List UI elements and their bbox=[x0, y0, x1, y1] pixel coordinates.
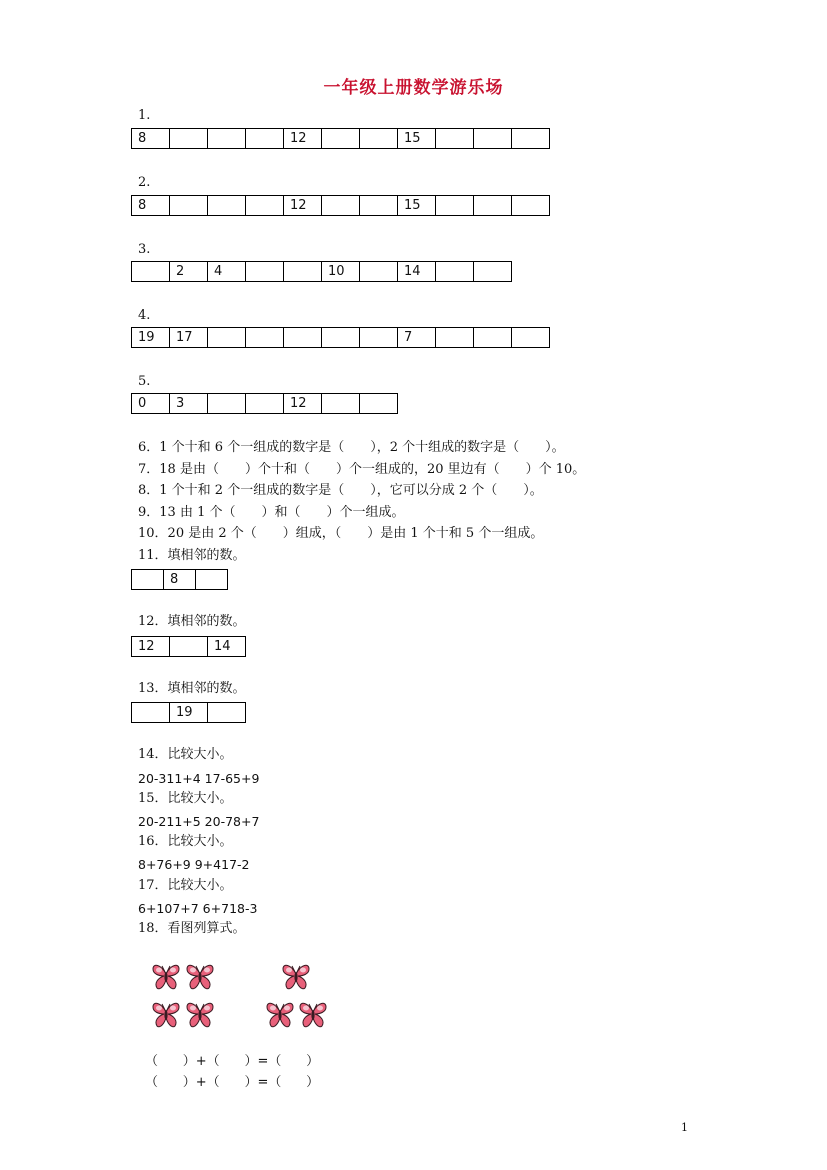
number-cell[interactable] bbox=[474, 262, 512, 282]
question-11-table bbox=[131, 569, 228, 590]
question-7-text: 7．18 是由（ ）个十和（ ）个一组成的，20 里边有（ ）个 10。 bbox=[138, 462, 586, 477]
number-cell[interactable] bbox=[360, 129, 398, 149]
number-row bbox=[132, 196, 550, 216]
question-18-label: 18．看图列算式。 bbox=[138, 921, 246, 936]
number-cell[interactable] bbox=[208, 703, 246, 723]
number-cell[interactable] bbox=[474, 129, 512, 149]
number-cell[interactable]: 12 bbox=[284, 129, 322, 149]
formula-line-1: （ ）+（ ）=（ ） bbox=[145, 1054, 320, 1069]
number-cell[interactable] bbox=[322, 196, 360, 216]
question-5-table bbox=[131, 393, 398, 414]
question-12-table bbox=[131, 636, 246, 657]
number-cell[interactable] bbox=[436, 129, 474, 149]
number-cell[interactable]: 8 bbox=[164, 570, 196, 590]
number-cell[interactable] bbox=[208, 129, 246, 149]
number-cell[interactable] bbox=[284, 328, 322, 348]
question-8-text: 8．1 个十和 2 个一组成的数字是（ ），它可以分成 2 个（ ）。 bbox=[138, 483, 543, 498]
number-cell[interactable] bbox=[436, 196, 474, 216]
question-4-label: 4. bbox=[138, 308, 151, 323]
number-cell[interactable] bbox=[360, 328, 398, 348]
number-cell[interactable] bbox=[322, 394, 360, 414]
number-cell[interactable]: 12 bbox=[284, 394, 322, 414]
number-cell[interactable]: 0 bbox=[132, 394, 170, 414]
butterfly-icon bbox=[151, 961, 181, 991]
number-row bbox=[132, 394, 398, 414]
number-cell[interactable] bbox=[196, 570, 228, 590]
question-14-label: 14．比较大小。 bbox=[138, 747, 233, 762]
question-5-label: 5. bbox=[138, 374, 151, 389]
number-cell[interactable] bbox=[512, 328, 550, 348]
number-cell[interactable] bbox=[246, 129, 284, 149]
number-cell[interactable]: 12 bbox=[132, 637, 170, 657]
number-cell[interactable] bbox=[170, 637, 208, 657]
number-cell[interactable] bbox=[284, 262, 322, 282]
number-cell[interactable] bbox=[360, 196, 398, 216]
number-cell[interactable] bbox=[474, 328, 512, 348]
number-row bbox=[132, 703, 246, 723]
question-16-label: 16．比较大小。 bbox=[138, 834, 233, 849]
question-15-expression: 20-211+5 20-78+7 bbox=[138, 814, 260, 829]
question-11-label: 11．填相邻的数。 bbox=[138, 548, 246, 563]
number-cell[interactable] bbox=[246, 196, 284, 216]
question-9-text: 9．13 由 1 个（ ）和（ ）个一组成。 bbox=[138, 505, 405, 520]
butterfly-icon bbox=[265, 999, 295, 1029]
question-3-label: 3. bbox=[138, 242, 151, 257]
number-cell[interactable]: 8 bbox=[132, 196, 170, 216]
question-6-text: 6．1 个十和 6 个一组成的数字是（ ），2 个十组成的数字是（ ）。 bbox=[138, 440, 565, 455]
number-cell[interactable] bbox=[170, 129, 208, 149]
number-cell[interactable] bbox=[436, 262, 474, 282]
number-row bbox=[132, 637, 246, 657]
number-cell[interactable] bbox=[132, 703, 170, 723]
question-2-table bbox=[131, 195, 550, 216]
number-cell[interactable] bbox=[132, 570, 164, 590]
number-cell[interactable]: 3 bbox=[170, 394, 208, 414]
question-3-table bbox=[131, 261, 512, 282]
butterfly-icon bbox=[151, 999, 181, 1029]
number-cell[interactable] bbox=[436, 328, 474, 348]
number-cell[interactable] bbox=[474, 196, 512, 216]
butterfly-icon bbox=[281, 961, 311, 991]
page-number: 1 bbox=[681, 1121, 688, 1134]
question-17-expression: 6+107+7 6+718-3 bbox=[138, 901, 258, 916]
number-cell[interactable] bbox=[208, 196, 246, 216]
number-cell[interactable] bbox=[322, 129, 360, 149]
number-cell[interactable] bbox=[322, 328, 360, 348]
question-10-text: 10．20 是由 2 个（ ）组成，（ ）是由 1 个十和 5 个一组成。 bbox=[138, 526, 544, 541]
number-row bbox=[132, 328, 550, 348]
number-cell[interactable]: 17 bbox=[170, 328, 208, 348]
number-row bbox=[132, 570, 228, 590]
number-cell[interactable]: 19 bbox=[132, 328, 170, 348]
number-row bbox=[132, 129, 550, 149]
butterfly-icon bbox=[185, 999, 215, 1029]
number-cell[interactable]: 12 bbox=[284, 196, 322, 216]
question-12-label: 12．填相邻的数。 bbox=[138, 614, 246, 629]
number-row bbox=[132, 262, 512, 282]
question-16-expression: 8+76+9 9+417-2 bbox=[138, 857, 250, 872]
question-17-label: 17．比较大小。 bbox=[138, 878, 233, 893]
question-14-expression: 20-311+4 17-65+9 bbox=[138, 771, 260, 786]
butterfly-icon bbox=[185, 961, 215, 991]
number-cell[interactable]: 19 bbox=[170, 703, 208, 723]
number-cell[interactable] bbox=[360, 394, 398, 414]
butterfly-icon bbox=[298, 999, 328, 1029]
number-cell[interactable]: 4 bbox=[208, 262, 246, 282]
number-cell[interactable] bbox=[246, 328, 284, 348]
number-cell[interactable] bbox=[246, 394, 284, 414]
number-cell[interactable] bbox=[512, 129, 550, 149]
number-cell[interactable]: 15 bbox=[398, 196, 436, 216]
number-cell[interactable]: 14 bbox=[208, 637, 246, 657]
number-cell[interactable] bbox=[512, 196, 550, 216]
question-13-table bbox=[131, 702, 246, 723]
number-cell[interactable] bbox=[132, 262, 170, 282]
number-cell[interactable] bbox=[208, 394, 246, 414]
formula-line-2: （ ）+（ ）=（ ） bbox=[145, 1075, 320, 1090]
number-cell[interactable]: 15 bbox=[398, 129, 436, 149]
number-cell[interactable] bbox=[170, 196, 208, 216]
number-cell[interactable]: 7 bbox=[398, 328, 436, 348]
question-13-label: 13．填相邻的数。 bbox=[138, 681, 246, 696]
number-cell[interactable]: 8 bbox=[132, 129, 170, 149]
question-2-label: 2. bbox=[138, 175, 151, 190]
question-1-table bbox=[131, 128, 550, 149]
number-cell[interactable]: 2 bbox=[170, 262, 208, 282]
question-4-table bbox=[131, 327, 550, 348]
question-1-label: 1. bbox=[138, 108, 151, 123]
question-15-label: 15．比较大小。 bbox=[138, 791, 233, 806]
page-title: 一年级上册数学游乐场 bbox=[323, 78, 504, 98]
number-cell[interactable] bbox=[208, 328, 246, 348]
number-cell[interactable] bbox=[360, 262, 398, 282]
number-cell[interactable] bbox=[246, 262, 284, 282]
number-cell[interactable]: 14 bbox=[398, 262, 436, 282]
number-cell[interactable]: 10 bbox=[322, 262, 360, 282]
